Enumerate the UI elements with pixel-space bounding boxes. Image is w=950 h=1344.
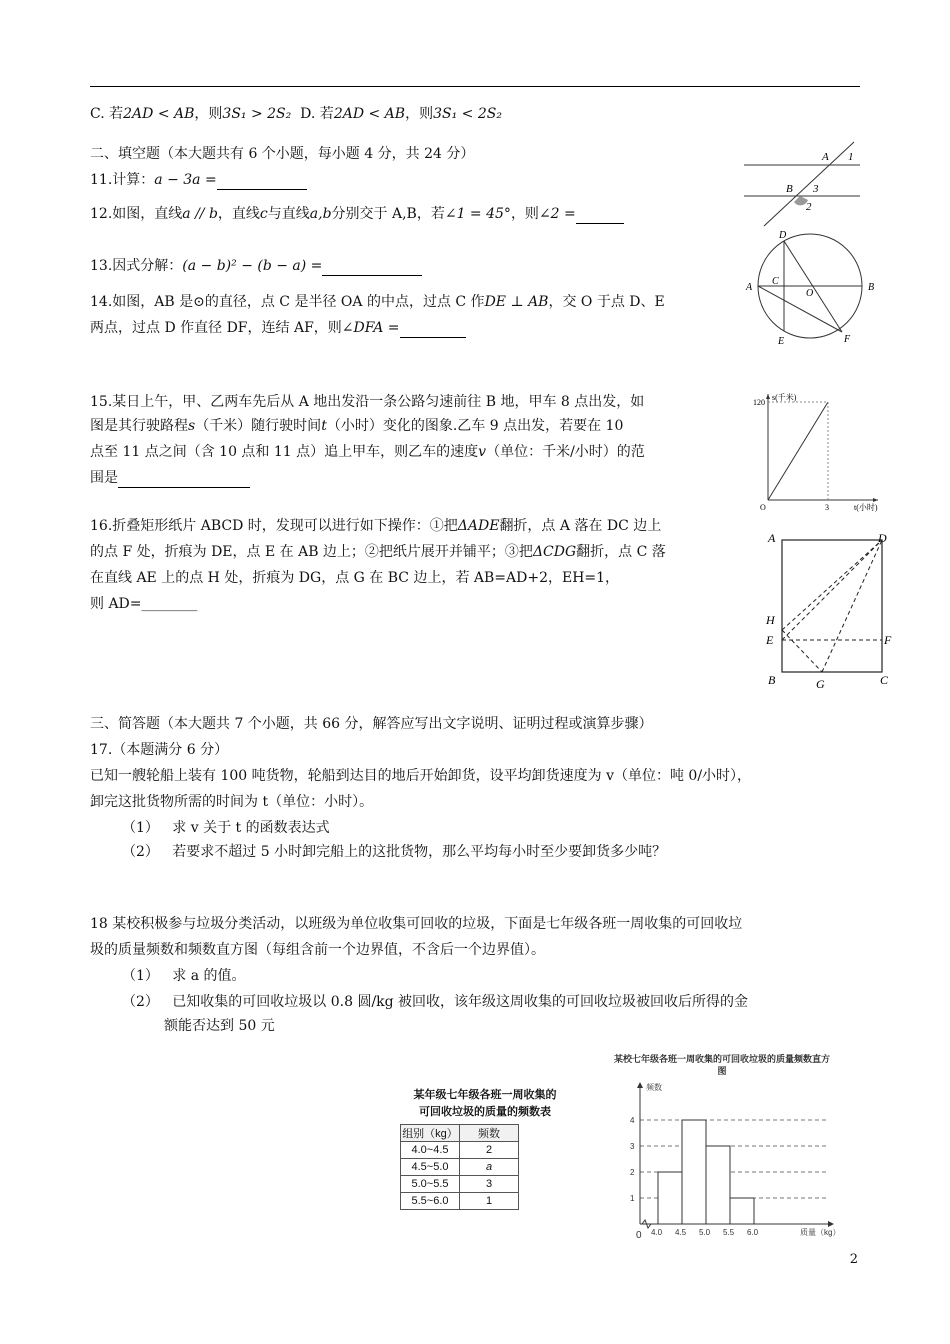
rectangle-abcd — [782, 540, 882, 672]
q13 — [90, 256, 422, 276]
q13-expression: (a − b)² − (b − a) = — [182, 258, 323, 274]
point-a-label: A — [822, 151, 829, 163]
crease-de — [782, 540, 882, 640]
q15-text-e: （单位：千米/小时）的范 — [486, 444, 645, 460]
x-axis-arrow-icon — [828, 1221, 834, 1227]
tick-120: 120 — [753, 398, 765, 407]
car-a-line — [768, 402, 828, 500]
point-o-label: O — [806, 288, 814, 299]
q18-sub1 — [122, 966, 246, 986]
histogram-bar — [706, 1146, 730, 1224]
point-c-label: C — [880, 673, 889, 687]
q15-var-s: s — [188, 418, 196, 434]
q18-sub2-cont: 额能否达到 50 元 — [164, 1018, 275, 1034]
q17-line2: 卸完这批货物所需的时间为 t（单位：小时）。 — [90, 794, 374, 810]
point-e-label: E — [778, 336, 785, 347]
crease-dg — [822, 540, 882, 672]
point-h-label: H — [766, 613, 775, 627]
q14-text-c: 两点，过点 D 作直径 DF，连结 AF，则 — [90, 320, 342, 336]
point-f-label: F — [844, 334, 851, 345]
histogram-title: 某校七年级各班一周收集的可回收垃圾的质量频数直方图 — [613, 1054, 830, 1076]
line-c — [764, 142, 854, 226]
option-c-then: ，则 — [194, 106, 223, 122]
segment-af — [758, 286, 842, 332]
point-e-label: E — [766, 633, 774, 647]
q16-line1 — [90, 516, 661, 536]
option-c-label: C. 若 — [90, 106, 124, 122]
q12-text-a: 12.如图，直线 — [90, 206, 183, 222]
section3-heading: 三、简答题（本大题共 7 个小题，共 66 分，解答应写出文字说明、证明过程或演算步骤） — [90, 716, 653, 732]
table-row — [401, 1176, 519, 1193]
q12-answer-blank[interactable] — [576, 207, 624, 224]
y-tick-label: 4 — [630, 1116, 635, 1125]
q11-answer-blank[interactable] — [217, 173, 307, 190]
option-c-result: 3S₁ > 2S₂ — [222, 106, 292, 122]
q12-parallel: a // b — [182, 206, 218, 222]
q17-sub1-number: （1） — [122, 820, 159, 836]
frequency-table — [400, 1124, 519, 1210]
cell-group: 5.5~6.0 — [401, 1193, 460, 1210]
option-d-label: D. 若 — [300, 106, 334, 122]
origin-label: 0 — [636, 1230, 642, 1240]
option-d-result: 3S₁ < 2S₂ — [433, 106, 502, 122]
q11-expression: a − 3a = — [154, 172, 217, 188]
q16-folded-rectangle-figure — [760, 528, 896, 692]
q15-text-a: 图是其行驶路程 — [90, 418, 188, 434]
q15-var-v: v — [478, 444, 487, 460]
point-b-label: B — [768, 673, 776, 687]
histogram-bar — [682, 1120, 706, 1224]
q12-line-c: c — [259, 206, 268, 222]
q18-line2: 圾的质量频数和频数直方图（每组含前一个边界值，不含后一个边界值）。 — [90, 942, 545, 958]
point-b-label: B — [868, 282, 875, 293]
table-row — [401, 1159, 519, 1176]
q17-sub1-text: 求 v 关于 t 的函数表达式 — [172, 820, 330, 836]
point-d-label: D — [779, 230, 787, 241]
q12-question: ∠2 = — [538, 206, 576, 222]
angle-2-label: 2 — [806, 201, 812, 213]
x-axis-label: t(小时) — [854, 503, 878, 512]
q15-text-c: （小时）变化的图象.乙车 9 点出发，若要在 10 — [326, 418, 624, 434]
x-axis-arrow-icon — [873, 498, 878, 502]
q16-text-c: 的点 F 处，折痕为 DE，点 E 在 AB 边上；②把纸片展开并铺平；③把 — [90, 544, 533, 560]
tick-3: 3 — [825, 503, 829, 512]
frequency-histogram — [612, 1080, 852, 1240]
q16-text-b: 翻折，点 A 落在 DC 边上 — [499, 518, 662, 534]
q18-sub2 — [122, 992, 748, 1012]
q12-text-c: 与直线 — [267, 206, 310, 222]
q18-sub2-number: （2） — [122, 994, 159, 1010]
y-axis-label: s(千米) — [772, 393, 797, 402]
table-header-row — [401, 1125, 519, 1142]
q12-text-b: ，直线 — [217, 206, 260, 222]
q14-line1 — [90, 292, 665, 312]
q15-line3 — [90, 442, 645, 462]
segment-hd — [782, 540, 882, 630]
y-tick-label: 1 — [630, 1194, 635, 1203]
q15-line2 — [90, 416, 623, 436]
q14-line2 — [90, 318, 466, 338]
q12-text-d: 分别交于 A,B，若 — [331, 206, 445, 222]
histogram-bar — [730, 1198, 754, 1224]
q16-line2 — [90, 542, 666, 562]
q14-perpendicular: DE ⊥ AB — [484, 294, 549, 310]
q17-sub1 — [122, 818, 330, 838]
table-title-line1: 某年级七年级各班一周收集的 — [413, 1089, 557, 1101]
point-g-label: G — [816, 677, 825, 691]
y-tick-label: 2 — [630, 1168, 635, 1177]
q14-answer-blank[interactable] — [400, 321, 466, 338]
x-tick-label: 5.0 — [699, 1228, 711, 1237]
q17-head: 17.（本题满分 6 分） — [90, 742, 229, 758]
q16-text-a: 16.折叠矩形纸片 ABCD 时，发现可以进行如下操作：①把 — [90, 518, 458, 534]
q15-text-f: 围是 — [90, 470, 118, 486]
point-b-label: B — [786, 183, 793, 195]
cell-group: 5.0~5.5 — [401, 1176, 460, 1193]
cell-frequency: 2 — [460, 1142, 519, 1159]
q18-line1: 18 某校积极参与垃圾分类活动，以班级为单位收集可回收的垃圾，下面是七年级各班一周收集的可回收垃 — [90, 916, 743, 932]
q17-sub2-text: 若要求不超过 5 小时卸完船上的这批货物，那么平均每小时至少要卸货多少吨？ — [172, 844, 667, 860]
point-d-label: D — [878, 531, 887, 545]
q17-sub2-number: （2） — [122, 844, 159, 860]
q18-sub1-text: 求 a 的值。 — [172, 968, 246, 984]
option-d-condition: 2AD < AB — [333, 106, 406, 122]
x-tick-label: 5.5 — [723, 1228, 735, 1237]
point-c-label: C — [772, 276, 779, 287]
y-axis-label: 频数 — [646, 1083, 662, 1092]
q14-question: ∠DFA = — [341, 320, 400, 336]
q17-sub2 — [122, 842, 666, 862]
point-f-label: F — [884, 633, 892, 647]
cell-group: 4.0~4.5 — [401, 1142, 460, 1159]
q14-text-b: ，交 O 于点 D、E — [548, 294, 665, 310]
table-row — [401, 1142, 519, 1159]
q15-answer-blank[interactable] — [118, 471, 250, 488]
segment-hg — [782, 630, 822, 672]
q16-line3: 在直线 AE 上的点 H 处，折痕为 DG，点 G 在 BC 边上，若 AB=AD+2，EH=1， — [90, 570, 620, 586]
x-tick-label: 4.5 — [675, 1228, 687, 1237]
q12-parallel-lines-figure — [742, 140, 862, 230]
q15-text-b: （千米）随行驶时间 — [195, 418, 322, 434]
q16-triangle-cdg: ΔCDG — [532, 544, 577, 560]
angle-1-label: 1 — [848, 151, 854, 163]
cell-frequency: a — [460, 1159, 519, 1176]
x-axis-label: 质量（kg） — [800, 1228, 841, 1237]
y-tick-label: 3 — [630, 1142, 635, 1151]
cell-group: 4.5~5.0 — [401, 1159, 460, 1176]
q15-line1: 15.某日上午，甲、乙两车先后从 A 地出发沿一条公路匀速前往 B 地，甲车 8 点出发，如 — [90, 394, 645, 410]
q12 — [90, 204, 624, 224]
q15-text-d: 点至 11 点之间（含 10 点和 11 点）追上甲车，则乙车的速度 — [90, 444, 479, 460]
q10-options — [90, 104, 502, 124]
y-axis-arrow-icon — [766, 394, 770, 399]
x-tick-label: 6.0 — [747, 1228, 759, 1237]
frequency-table-title — [390, 1087, 580, 1121]
q18-sub2-text-a: 已知收集的可回收垃圾以 0.8 圆/kg 被回收，该年级这周收集的可回收垃圾被回收后所得的金 — [172, 994, 749, 1010]
histogram-bar — [658, 1172, 682, 1224]
q13-answer-blank[interactable] — [322, 259, 422, 276]
q12-lines-ab: a,b — [309, 206, 332, 222]
table-row — [401, 1193, 519, 1210]
q13-prefix: 13.因式分解： — [90, 258, 183, 274]
angle-3-label: 3 — [813, 183, 819, 195]
x-tick-label: 4.0 — [651, 1228, 663, 1237]
point-a-label: A — [768, 531, 776, 545]
col-header-group: 组别（kg） — [401, 1125, 460, 1142]
table-title-line2: 可回收垃圾的质量的频数表 — [419, 1106, 551, 1118]
q12-condition: ∠1 = 45° — [444, 206, 511, 222]
section2-heading: 二、填空题（本大题共有 6 个小题，每小题 4 分，共 24 分） — [90, 146, 475, 162]
q16-triangle-ade: ΔADE — [457, 518, 500, 534]
q18-sub1-number: （1） — [122, 968, 159, 984]
q15-distance-time-graph — [752, 390, 882, 514]
header-rule — [90, 86, 860, 87]
q15-line4 — [90, 468, 250, 488]
q14-text-a: 14.如图，AB 是⊙的直径，点 C 是半径 OA 的中点，过点 C 作 — [90, 294, 485, 310]
page-number: 2 — [849, 1252, 858, 1267]
origin-label: O — [760, 503, 766, 512]
q11 — [90, 170, 307, 190]
q16-line4: 则 AD=________ — [90, 596, 198, 612]
option-c-condition: 2AD < AB — [123, 106, 195, 122]
q17-line1: 已知一艘轮船上装有 100 吨货物，轮船到达目的地后开始卸货，设平均卸货速度为 v（单位：吨 0/小时）， — [90, 768, 752, 784]
q12-text-e: ，则 — [510, 206, 539, 222]
cell-frequency: 1 — [460, 1193, 519, 1210]
q14-circle-figure — [742, 226, 880, 348]
q16-text-d: 翻折，点 C 落 — [576, 544, 666, 560]
q15-var-t: t — [321, 418, 327, 434]
option-d-then: ，则 — [405, 106, 434, 122]
point-a-label: A — [746, 282, 753, 293]
y-axis-arrow-icon — [637, 1082, 643, 1088]
q11-prefix: 11.计算： — [90, 172, 155, 188]
cell-frequency: 3 — [460, 1176, 519, 1193]
col-header-frequency: 频数 — [460, 1125, 519, 1142]
